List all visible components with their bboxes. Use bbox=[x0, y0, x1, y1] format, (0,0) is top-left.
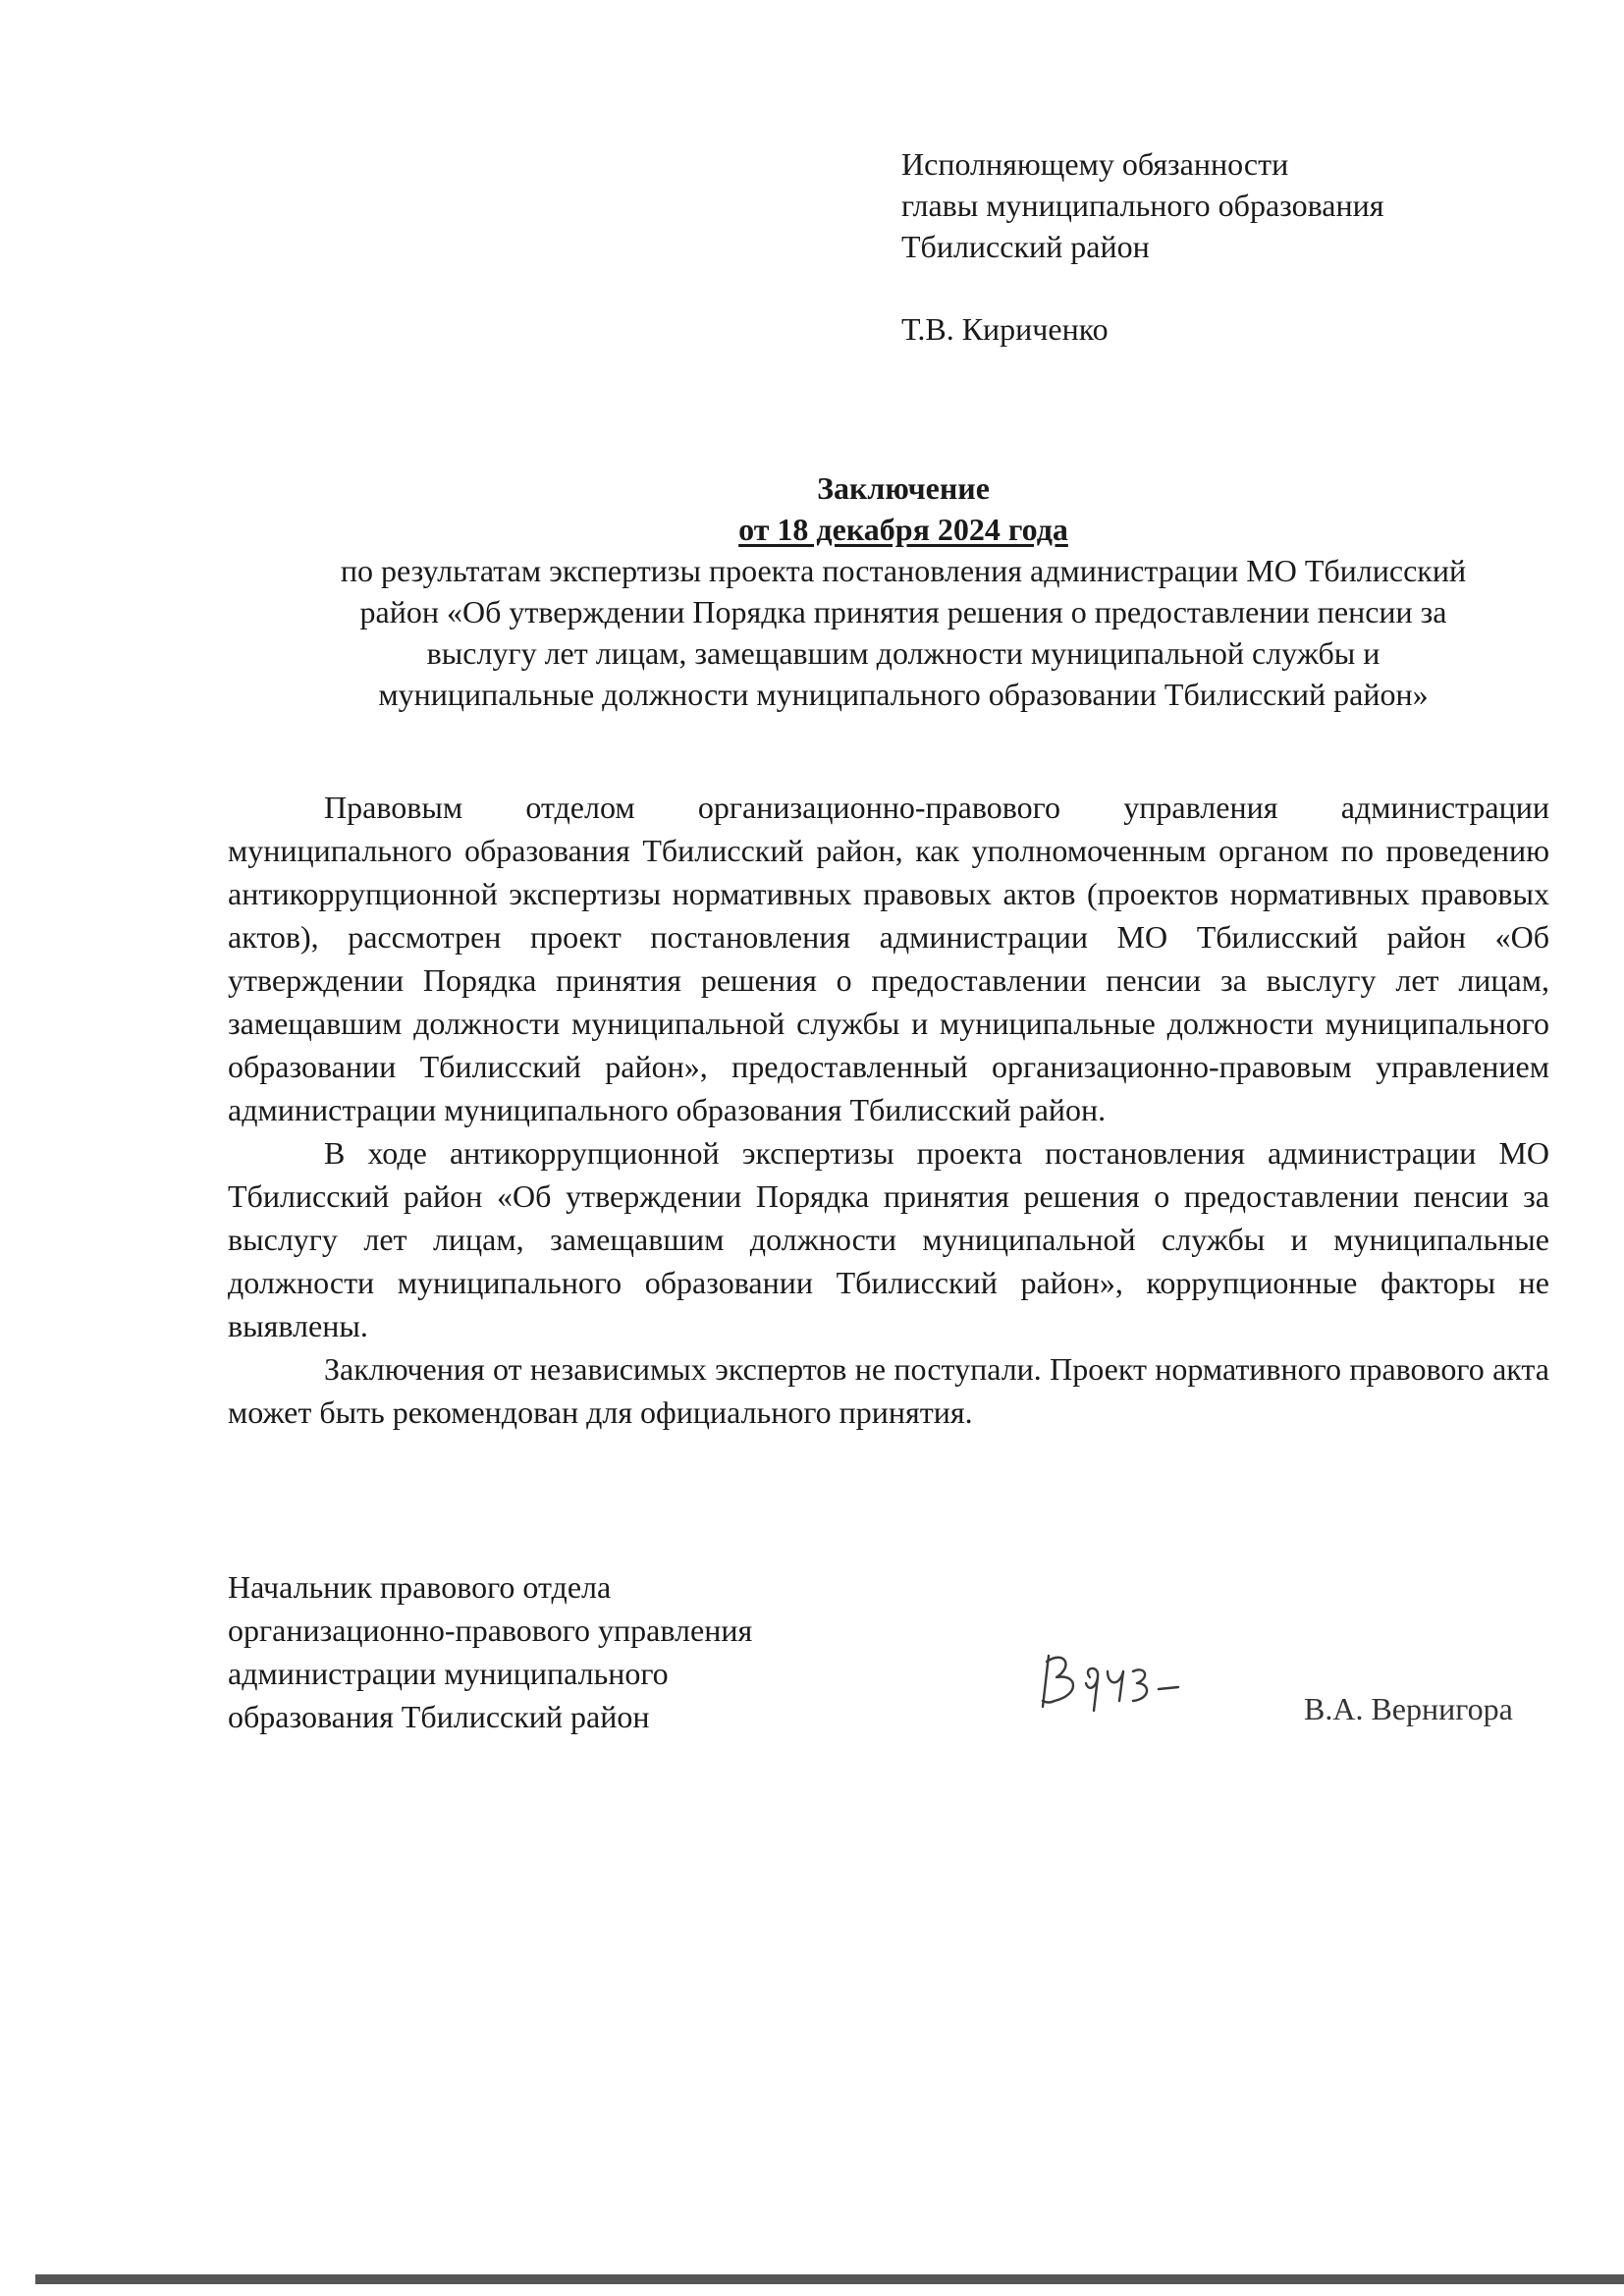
subject-line: выслугу лет лицам, замещавшим должности муниципальной службы и bbox=[426, 635, 1380, 671]
handwritten-signature bbox=[1035, 1642, 1192, 1721]
addressee-line: Исполняющему обязанности bbox=[901, 146, 1289, 182]
document-date: от 18 декабря 2024 года bbox=[738, 512, 1068, 547]
signer-name: В.А. Вернигора bbox=[1304, 1691, 1513, 1726]
signatory-position bbox=[228, 1565, 974, 1738]
addressee-line: Тбилисский район bbox=[901, 229, 1150, 264]
addressee-name: Т.В. Кириченко bbox=[901, 311, 1109, 347]
body-paragraph: В ходе антикоррупционной экспертизы проекта постановления администрации МО Тбилисский район «Об утверждении Порядка принятия решения о предоставлении пенсии за выслугу лет лицам, замещавшим должности муниципальной службы и муниципальные должности муниципального образовании Тбилисский район», коррупционные факторы не выявлены. bbox=[228, 1135, 1549, 1343]
body-paragraph: Правовым отделом организационно-правового управления администрации муниципального образования Тбилисский район, как уполномоченным органом по проведению антикоррупционной экспертизы нормативных правовых актов (проектов нормативных правовых актов), рассмотрен проект постановления администрации МО Тбилисский район «Об утверждении Порядка принятия решения о предоставлении пенсии за выслугу лет лицам, замещавшим должности муниципальной службы и муниципальные должности муниципального образовании Тбилисский район», предоставленный организационно-правовым управлением администрации муниципального образования Тбилисский район. bbox=[228, 790, 1549, 1127]
position-line: администрации муниципального bbox=[228, 1656, 669, 1691]
subject-line: район «Об утверждении Порядка принятия решения о предоставлении пенсии за bbox=[359, 594, 1447, 629]
document-subject bbox=[177, 550, 1624, 715]
subject-line: муниципальные должности муниципального образовании Тбилисский район» bbox=[378, 677, 1429, 712]
document-title: Заключение bbox=[817, 470, 990, 506]
body-paragraph: Заключения от независимых экспертов не поступали. Проект нормативного правового акта может быть рекомендован для официального принятия. bbox=[228, 1351, 1549, 1430]
page-bottom-rule bbox=[35, 2274, 1624, 2284]
addressee-block bbox=[901, 143, 1530, 350]
document-heading bbox=[177, 467, 1624, 715]
position-line: организационно-правового управления bbox=[228, 1613, 753, 1648]
document-body bbox=[228, 786, 1549, 1434]
subject-line: по результатам экспертизы проекта постановления администрации МО Тбилисский bbox=[340, 553, 1467, 588]
position-line: Начальник правового отдела bbox=[228, 1569, 612, 1605]
addressee-line: главы муниципального образования bbox=[901, 188, 1384, 223]
position-line: образования Тбилисский район bbox=[228, 1699, 650, 1734]
